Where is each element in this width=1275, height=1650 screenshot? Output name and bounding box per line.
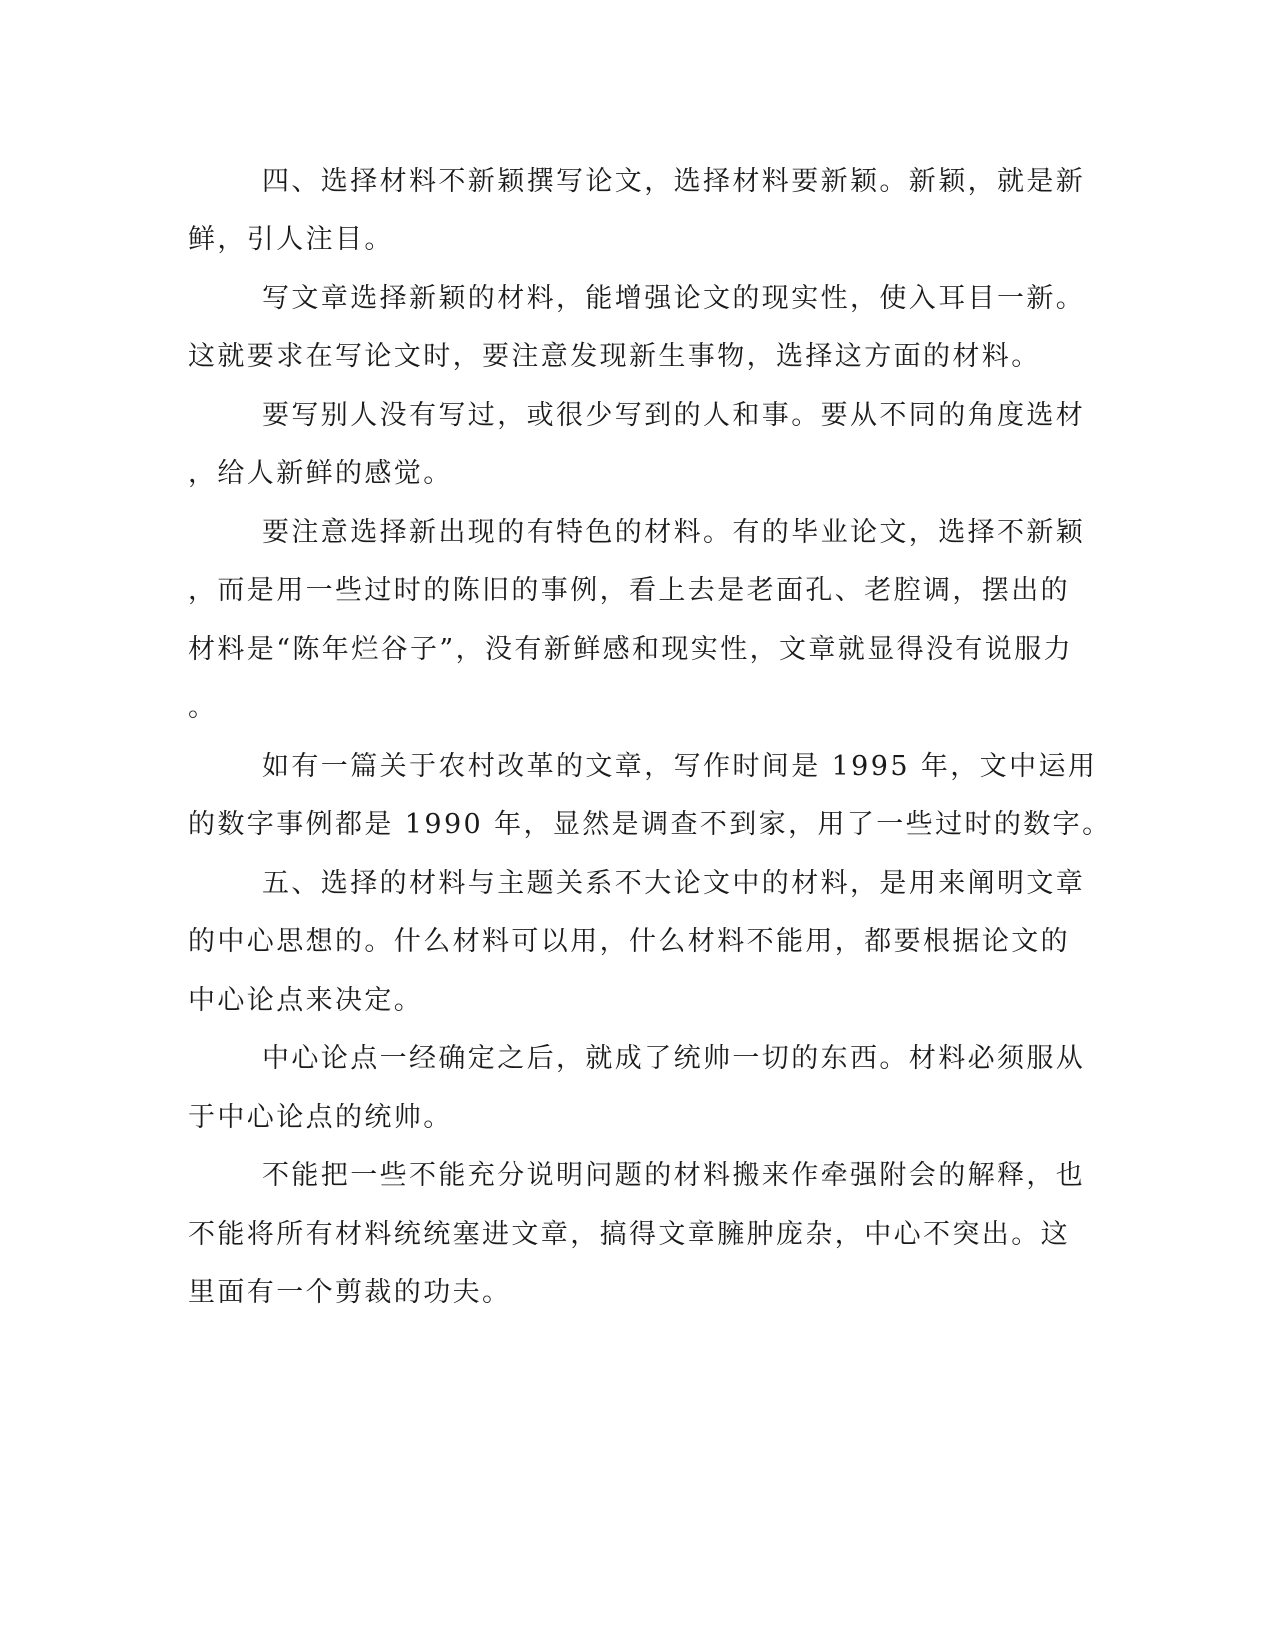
- text-line: ，而是用一些过时的陈旧的事例，看上去是老面孔、老腔调，摆出的: [188, 575, 1070, 606]
- text-line: 的数字事例都是 1990 年，显然是调查不到家，用了一些过时的数字。: [188, 809, 1112, 840]
- text-line: 中心论点一经确定之后，就成了统帅一切的东西。材料必须服从: [262, 1043, 1086, 1074]
- text-line: 四、选择材料不新颖撰写论文，选择材料要新颖。新颖，就是新: [262, 166, 1086, 197]
- text-line: 如有一篇关于农村改革的文章，写作时间是 1995 年，文中运用: [262, 751, 1098, 782]
- text-line: 材料是“陈年烂谷子”，没有新鲜感和现实性，文章就显得没有说服力: [188, 634, 1074, 665]
- text-line: 这就要求在写论文时，要注意发现新生事物，选择这方面的材料。: [188, 341, 1041, 372]
- text-line: 要注意选择新出现的有特色的材料。有的毕业论文，选择不新颖: [262, 517, 1086, 548]
- text-line: ，给人新鲜的感觉。: [188, 458, 453, 489]
- text-line: 于中心论点的统帅。: [188, 1102, 453, 1133]
- text-line: 的中心思想的。什么材料可以用，什么材料不能用，都要根据论文的: [188, 926, 1070, 957]
- text-line: 不能把一些不能充分说明问题的材料搬来作牵强附会的解释，也: [262, 1160, 1086, 1191]
- text-line: 。: [188, 692, 218, 723]
- text-line: 中心论点来决定。: [188, 985, 424, 1016]
- text-line: 要写别人没有写过，或很少写到的人和事。要从不同的角度选材: [262, 400, 1086, 431]
- text-line: 不能将所有材料统统塞进文章，搞得文章臃肿庞杂，中心不突出。这: [188, 1219, 1070, 1250]
- text-line: 写文章选择新颖的材料，能增强论文的现实性，使入耳目一新。: [262, 283, 1086, 314]
- text-line: 里面有一个剪裁的功夫。: [188, 1277, 512, 1308]
- text-line: 鲜，引人注目。: [188, 224, 394, 255]
- text-line: 五、选择的材料与主题关系不大论文中的材料，是用来阐明文章: [262, 868, 1086, 899]
